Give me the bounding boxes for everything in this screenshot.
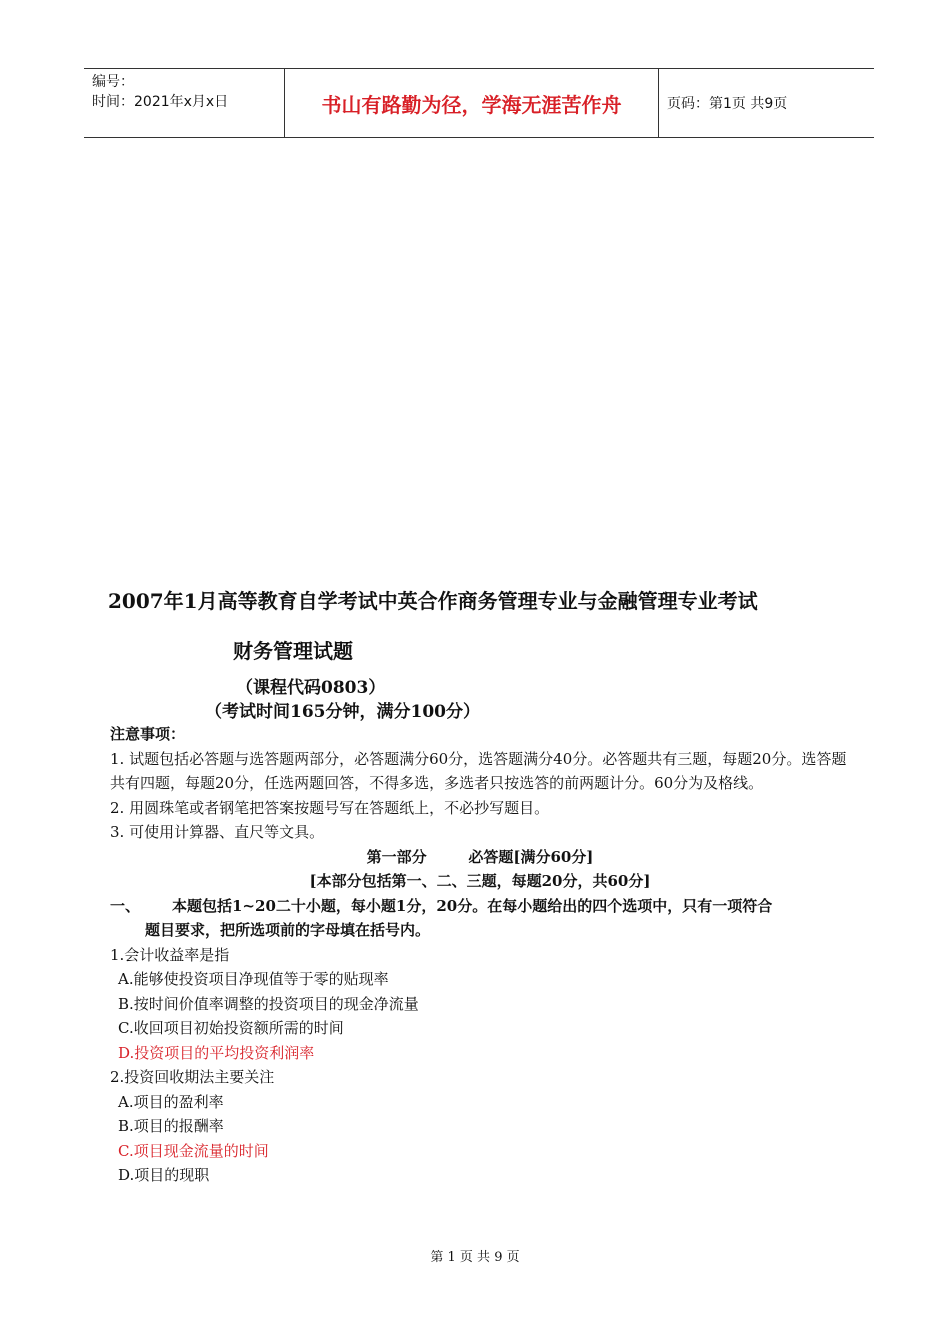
part1-heading: 第一部分 必答题[满分60分] [366,847,594,866]
header-meta [84,69,284,137]
date-label: 时间：2021年x月x日 [92,94,229,110]
option-d-answer: D.投资项目的平均投资利润率 [118,1043,315,1062]
section-text: 本题包括1~20二十小题，每小题1分，20分。在每小题给出的四个选项中，只有一项符合 [172,896,773,915]
question-stem: 2.投资回收期法主要关注 [110,1068,275,1086]
note-item: 1. 试题包括必答题与选答题两部分，必答题满分60分，选答题满分40分。必答题共有三题，每题20分。选答题共有四题，每题20分，任选两题回答，不得多选，多选者只按选答的前两题计分。60分为及格线。 [110,749,847,792]
option-a: A.项目的盈利率 [118,1092,224,1111]
page-footer: 第 1 页 共 9 页 [430,1250,520,1265]
note-item: 2. 用圆珠笔或者钢笔把答案按题号写在答题纸上，不必抄写题目。 [110,798,550,817]
note-item: 3. 可使用计算器、直尺等文具。 [110,823,325,841]
page-header [84,68,874,138]
option-a: A.能够使投资项目净现值等于零的贴现率 [118,970,389,988]
section-instruction [110,894,850,919]
header-page-label: 页码：第1页 共9页 [667,96,788,112]
header-motto: 书山有路勤为径，学海无涯苦作舟 [284,69,659,137]
option-c: C.收回项目初始投资额所需的时间 [118,1019,344,1037]
option-b: B.按时间价值率调整的投资项目的现金净流量 [118,994,419,1013]
document-body [110,722,850,1188]
option-d: D.项目的现职 [118,1166,210,1184]
number-label: 编号： [92,74,134,90]
course-code: （课程代码0803） [236,678,386,698]
option-c-answer: C.项目现金流量的时间 [118,1141,269,1160]
notes-heading: 注意事项： [110,725,186,743]
document-title: 2007年1月高等教育自学考试中英合作商务管理专业与金融管理专业考试 [108,589,758,613]
section-number: 一、 [110,896,141,915]
question-stem: 1.会计收益率是指 [110,945,230,964]
option-b: B.项目的报酬率 [118,1117,224,1135]
exam-info: （考试时间165分钟，满分100分） [205,702,480,722]
document-subtitle: 财务管理试题 [233,639,353,663]
part1-subheading: [本部分包括第一、二、三题，每题20分，共60分] [309,872,651,890]
section-text-continued: 题目要求，把所选项前的字母填在括号内。 [145,921,431,939]
